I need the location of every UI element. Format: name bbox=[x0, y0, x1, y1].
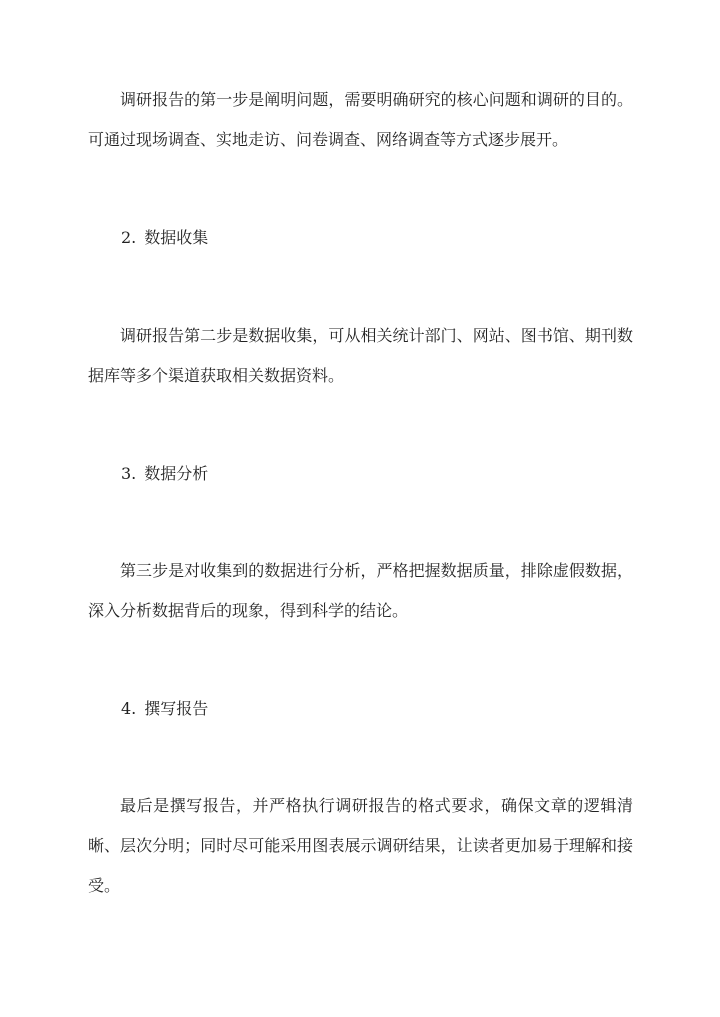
section-heading-data-analysis bbox=[121, 462, 208, 486]
section-number: 4. bbox=[121, 699, 137, 718]
section-title: 数据分析 bbox=[144, 464, 209, 483]
paragraph-data-analysis: 第三步是对收集到的数据进行分析，严格把握数据质量，排除虚假数据，深入分析数据背后的现象，得到科学的结论。 bbox=[88, 561, 633, 620]
section-heading-data-collection bbox=[121, 226, 208, 250]
section-title: 数据收集 bbox=[144, 228, 209, 247]
paragraph-write-report: 最后是撰写报告，并严格执行调研报告的格式要求，确保文章的逻辑清晰、层次分明；同时尽可能采用图表展示调研结果，让读者更加易于理解和接受。 bbox=[88, 796, 633, 895]
section-title: 撰写报告 bbox=[144, 699, 209, 718]
paragraph-clarify-problem: 调研报告的第一步是阐明问题，需要明确研究的核心问题和调研的目的。可通过现场调查、实地走访、问卷调查、网络调查等方式逐步展开。 bbox=[88, 90, 633, 149]
paragraph-data-collection: 调研报告第二步是数据收集，可从相关统计部门、网站、图书馆、期刊数据库等多个渠道获取相关数据资料。 bbox=[88, 326, 633, 385]
section-number: 2. bbox=[121, 228, 137, 247]
section-number: 3. bbox=[121, 464, 137, 483]
section-heading-write-report bbox=[121, 697, 208, 721]
